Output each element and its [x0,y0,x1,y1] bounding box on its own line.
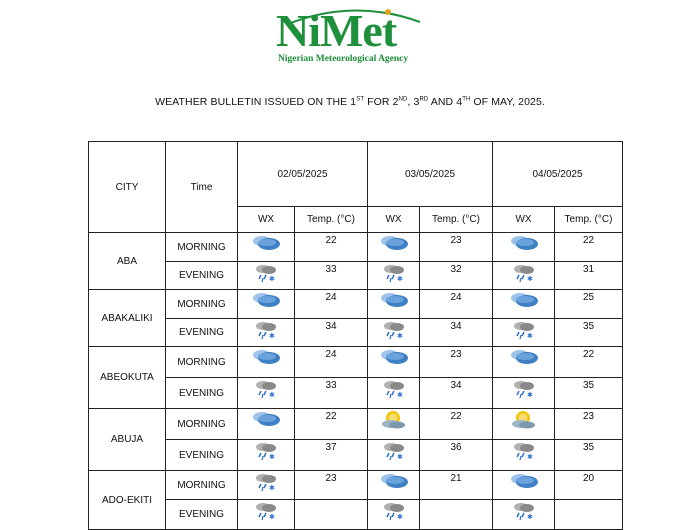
table-row [89,319,623,347]
svg-text:✱: ✱ [396,453,403,461]
svg-text:✱: ✱ [269,332,275,340]
table-row [89,378,623,409]
svg-text:✱: ✱ [396,513,403,521]
table-row [89,409,623,440]
svg-text:✱: ✱ [526,453,533,461]
rain-snow-icon [382,320,406,340]
wx-cell [238,290,295,319]
wx-cell [493,347,555,378]
svg-text:✱: ✱ [526,275,533,283]
rain-snow-icon [254,320,278,340]
nimet-logo [276,4,428,66]
svg-text:✱: ✱ [396,275,403,283]
temp-cell: 33 [295,262,368,290]
wx-cell [493,262,555,290]
temp-cell [295,500,368,530]
temp-cell: 22 [420,409,493,440]
time-cell: EVENING [166,319,238,347]
bulletin-sup: ST [356,96,365,103]
time-cell: MORNING [166,347,238,378]
cloudy-icon [251,234,281,252]
temp-cell [420,500,493,530]
rain-snow-icon [382,501,406,521]
rain-snow-icon [254,263,278,283]
time-cell: EVENING [166,500,238,530]
logo-wordmark: NiMet [276,5,397,56]
rain-snow-icon [254,501,278,521]
table-row [89,262,623,290]
wx-cell [493,471,555,500]
temp-cell: 23 [555,409,623,440]
bulletin-text: AND 4 [428,96,463,108]
cloudy-icon [509,348,539,366]
rain-snow-icon [254,379,278,399]
temp-cell: 36 [420,440,493,471]
time-cell: EVENING [166,262,238,290]
rain-snow-icon [512,441,536,461]
city-cell: ABEOKUTA [89,347,166,409]
temp-cell: 34 [420,319,493,347]
cloudy-icon [379,348,409,366]
city-header: CITY [89,142,166,233]
cloudy-icon [509,291,539,309]
wx-cell [493,319,555,347]
wx-cell [238,471,295,500]
sun-cloud-icon [379,410,409,430]
temp-cell: 34 [295,319,368,347]
time-cell: EVENING [166,378,238,409]
rain-snow-icon [512,501,536,521]
temp-cell: 23 [295,471,368,500]
wx-cell [493,440,555,471]
temp-header: Temp. (°C) [555,207,623,233]
date-header: 04/05/2025 [493,142,623,207]
svg-text:✱: ✱ [526,332,533,340]
temp-cell: 24 [295,290,368,319]
table-row [89,347,623,378]
svg-text:✱: ✱ [269,484,275,492]
wx-cell [368,290,420,319]
temp-cell: 23 [420,347,493,378]
wx-header: WX [368,207,420,233]
sun-cloud-icon [509,410,539,430]
date-header: 02/05/2025 [238,142,368,207]
svg-text:✱: ✱ [396,332,403,340]
cloudy-icon [251,291,281,309]
rain-snow-icon [512,320,536,340]
svg-text:✱: ✱ [396,391,403,399]
bulletin-sup: TH [462,96,471,103]
city-cell: ABUJA [89,409,166,471]
time-cell: MORNING [166,471,238,500]
date-header: 03/05/2025 [368,142,493,207]
temp-cell: 20 [555,471,623,500]
wx-cell [238,347,295,378]
wx-cell [238,500,295,530]
wx-cell [368,319,420,347]
wx-cell [493,290,555,319]
svg-text:✱: ✱ [269,275,275,283]
temp-cell: 24 [420,290,493,319]
svg-text:✱: ✱ [269,513,275,521]
time-cell: EVENING [166,440,238,471]
city-cell: ADO-EKITI [89,471,166,530]
temp-cell: 24 [295,347,368,378]
time-cell: MORNING [166,409,238,440]
wx-cell [368,471,420,500]
wx-cell [368,233,420,262]
bulletin-sup: RD [419,96,429,103]
table-row [89,233,623,262]
weather-table [88,141,623,530]
table-row [89,290,623,319]
cloudy-icon [509,234,539,252]
wx-cell [238,233,295,262]
temp-cell: 37 [295,440,368,471]
time-cell: MORNING [166,290,238,319]
svg-text:✱: ✱ [526,391,533,399]
svg-text:✱: ✱ [269,453,275,461]
cloudy-icon [251,348,281,366]
bulletin-text: , 3 [407,96,420,108]
wx-cell [493,233,555,262]
wx-cell [368,409,420,440]
svg-text:✱: ✱ [526,513,533,521]
cloudy-icon [251,410,281,428]
table-row [89,440,623,471]
rain-snow-icon [254,472,278,492]
rain-snow-icon [382,379,406,399]
logo-subtitle: Nigerian Meteorological Agency [278,54,409,64]
time-cell: MORNING [166,233,238,262]
rain-snow-icon [512,379,536,399]
temp-header: Temp. (°C) [420,207,493,233]
cloudy-icon [379,234,409,252]
cloudy-icon [509,472,539,490]
wx-cell [238,378,295,409]
temp-cell: 35 [555,378,623,409]
cloudy-icon [379,472,409,490]
rain-snow-icon [382,263,406,283]
temp-cell [555,500,623,530]
temp-header: Temp. (°C) [295,207,368,233]
bulletin-text: OF MAY, 2025. [470,96,545,108]
wx-cell [238,319,295,347]
table-row [89,500,623,530]
bulletin-sup: ND [398,96,408,103]
temp-cell: 34 [420,378,493,409]
bulletin-title [0,96,700,108]
city-cell: ABAKALIKI [89,290,166,347]
rain-snow-icon [382,441,406,461]
city-cell: ABA [89,233,166,290]
rain-snow-icon [254,441,278,461]
time-header: Time [166,142,238,233]
table-row [89,471,623,500]
wx-cell [493,409,555,440]
temp-cell: 22 [555,233,623,262]
rain-snow-icon [512,263,536,283]
wx-cell [493,378,555,409]
temp-cell: 25 [555,290,623,319]
wx-cell [368,262,420,290]
temp-cell: 22 [555,347,623,378]
wx-cell [493,500,555,530]
cloudy-icon [379,291,409,309]
wx-cell [238,440,295,471]
temp-cell: 35 [555,440,623,471]
temp-cell: 33 [295,378,368,409]
temp-cell: 22 [295,233,368,262]
wx-cell [368,378,420,409]
wx-cell [368,500,420,530]
bulletin-text: WEATHER BULLETIN ISSUED ON THE 1 [155,96,357,108]
temp-cell: 22 [295,409,368,440]
wx-cell [368,347,420,378]
temp-cell: 32 [420,262,493,290]
wx-cell [238,262,295,290]
wx-header: WX [493,207,555,233]
wx-cell [238,409,295,440]
wx-cell [368,440,420,471]
temp-cell: 23 [420,233,493,262]
temp-cell: 31 [555,262,623,290]
temp-cell: 35 [555,319,623,347]
svg-text:✱: ✱ [269,391,275,399]
wx-header: WX [238,207,295,233]
temp-cell: 21 [420,471,493,500]
bulletin-text: FOR 2 [364,96,399,108]
